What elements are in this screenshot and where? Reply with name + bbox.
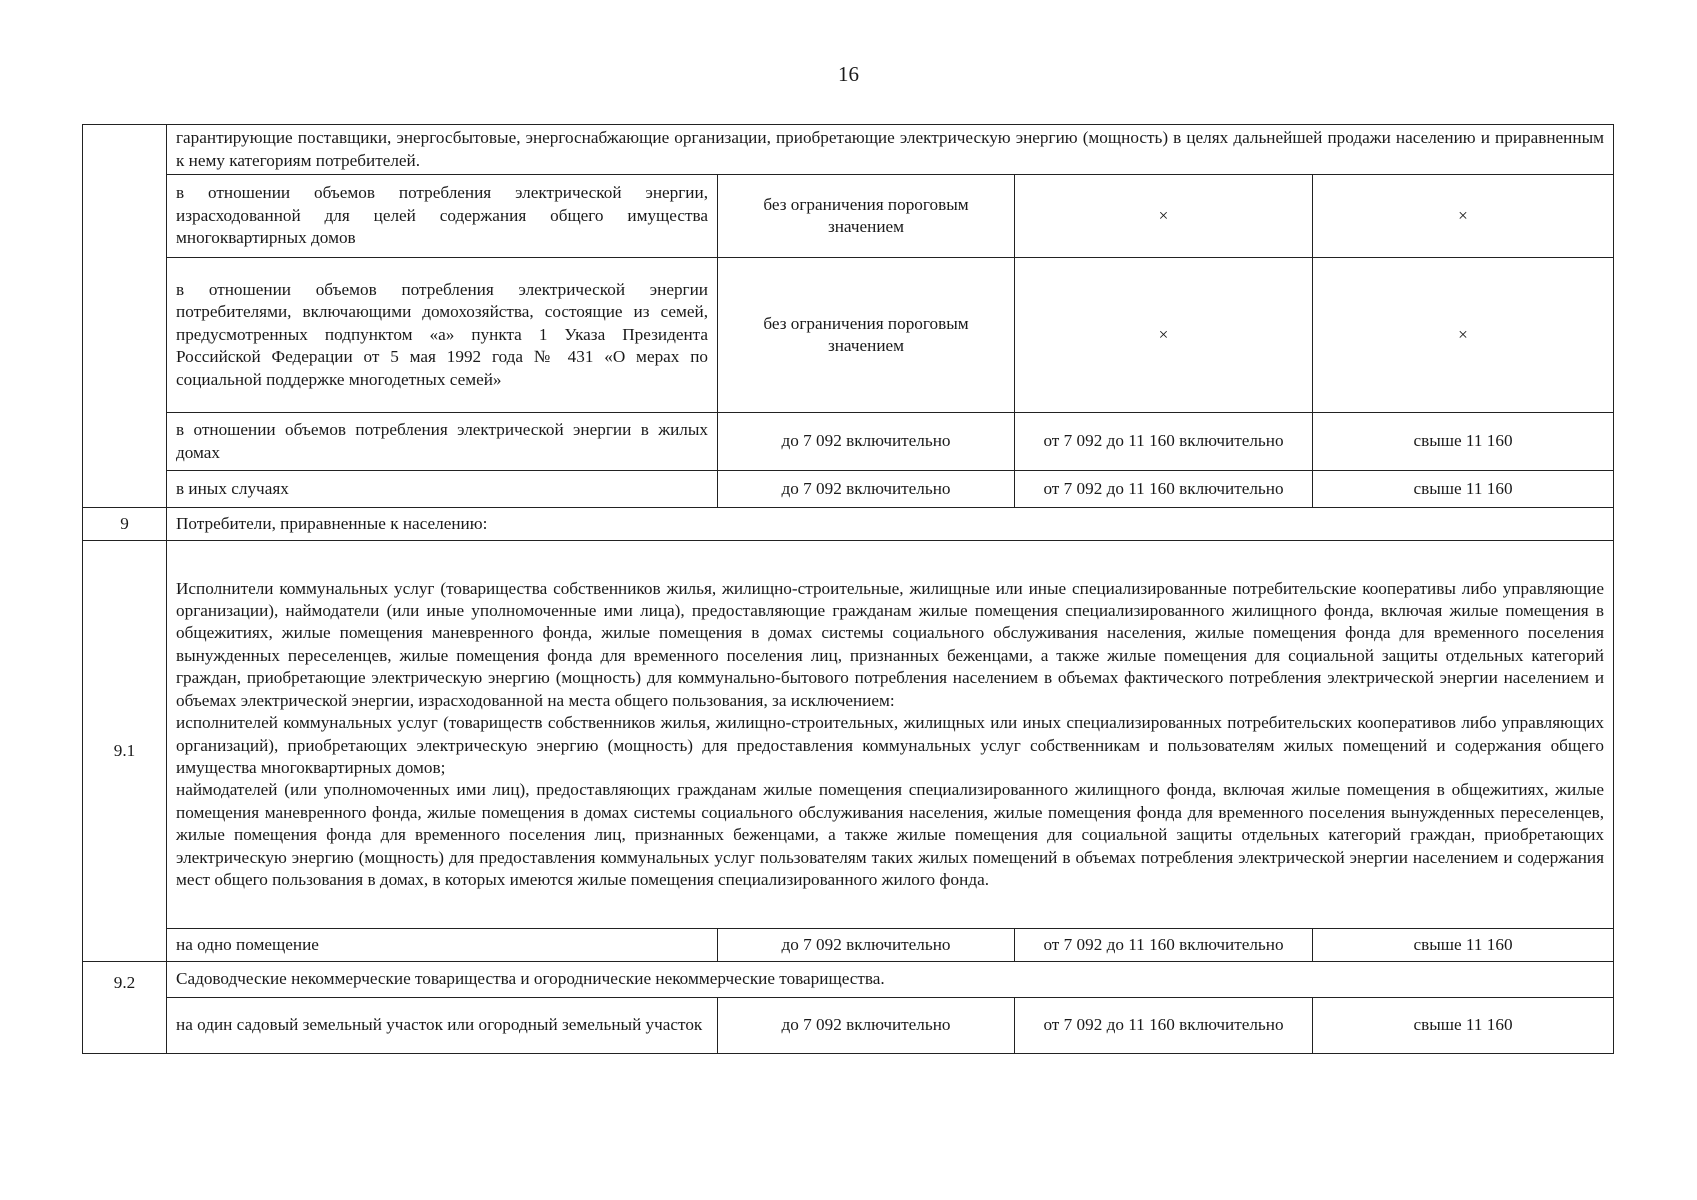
paragraph: наймодателей (или уполномоченных ими лиц), предоставляющих гражданам жилые помещения специализированного жилищного фонда, включая жилые помещения в общежитиях, жилые помещения маневренного фонда, жилые помещения в домах системы социального обслуживания населения, жилые помещения фонда для временного поселения вынужденных переселенцев, жилые помещения фонда для временного поселения лиц, признанных беженцами, а также жилые помещения для социальной защиты отдельных категорий граждан, приобретающих электрическую энергию (мощность) для предоставления коммунальных услуг пользователям таких жилых помещений в объемах потребления электрической энергии населением и содержания мест общего пользования в домах, в которых имеются жилые помещения специализированного жилого фонда. bbox=[176, 780, 1605, 889]
row-label: в отношении объемов потребления электрической энергии в жилых домах bbox=[167, 413, 718, 471]
row-text: Потребители, приравненные к населению: bbox=[167, 508, 1614, 541]
row-label: в отношении объемов потребления электрической энергии потребителями, включающими домохозяйства, состоящие из семей, предусмотренных подпунктом «а» пункта 1 Указа Президента Российской Федерации от 5 мая 1992 года № 431 «О мерах по социальной поддержке многодетных семей» bbox=[167, 258, 718, 413]
row-number: 9 bbox=[83, 508, 167, 541]
table-row bbox=[83, 175, 1614, 258]
table-row bbox=[83, 541, 1614, 929]
value-cell: × bbox=[1313, 258, 1614, 413]
row-label: в иных случаях bbox=[167, 471, 718, 508]
tariff-table bbox=[82, 124, 1614, 1054]
value-cell: свыше 11 160 bbox=[1313, 998, 1614, 1054]
row-number: 9.2 bbox=[83, 962, 167, 1054]
table-row bbox=[83, 929, 1614, 962]
row-description bbox=[167, 541, 1614, 929]
value-cell: от 7 092 до 11 160 включительно bbox=[1015, 998, 1313, 1054]
group-header: гарантирующие поставщики, энергосбытовые, энергоснабжающие организации, приобретающие электрическую энергию (мощность) в целях дальнейшей продажи населению и приравненным к нему категориям потребителей. bbox=[167, 125, 1614, 175]
row-label: на одно помещение bbox=[167, 929, 718, 962]
paragraph: исполнителей коммунальных услуг (товариществ собственников жилья, жилищно-строительных, жилищных или иных специализированных потребительских кооперативов либо управляющих организаций), приобретающих электрическую энергию (мощность) для предоставления коммунальных услуг собственникам и пользователям жилых помещений и содержания общего имущества многоквартирных домов; bbox=[176, 713, 1605, 777]
value-cell: свыше 11 160 bbox=[1313, 471, 1614, 508]
table-row bbox=[83, 962, 1614, 998]
value-cell: до 7 092 включительно bbox=[718, 929, 1015, 962]
table-row bbox=[83, 998, 1614, 1054]
value-cell: свыше 11 160 bbox=[1313, 929, 1614, 962]
value-cell: без ограничения пороговым значением bbox=[718, 258, 1015, 413]
paragraph: Исполнители коммунальных услуг (товарищества собственников жилья, жилищно-строительные, жилищные или иные специализированные потребительские кооперативы либо управляющие организации), наймодатели (или иные уполномоченные ими лица), предоставляющие гражданам жилые помещения специализированного жилищного фонда, включая жилые помещения в общежитиях, жилые помещения маневренного фонда, жилые помещения в домах системы социального обслуживания населения, жилые помещения фонда для временного поселения вынужденных переселенцев, жилые помещения фонда для временного поселения лиц, признанных беженцами, а также жилые помещения для социальной защиты отдельных категорий граждан, приобретающие электрическую энергию (мощность) для коммунально-бытового потребления населением в объемах фактического потребления электрической энергии населением и объемах электрической энергии, израсходованной на места общего пользования, за исключением: bbox=[176, 578, 1605, 710]
table-row bbox=[83, 471, 1614, 508]
row-number-cell bbox=[83, 125, 167, 508]
value-cell: от 7 092 до 11 160 включительно bbox=[1015, 929, 1313, 962]
value-cell: × bbox=[1015, 258, 1313, 413]
row-text: Садоводческие некоммерческие товарищества и огороднические некоммерческие товарищества. bbox=[167, 962, 1614, 998]
value-cell: до 7 092 включительно bbox=[718, 998, 1015, 1054]
row-label: в отношении объемов потребления электрической энергии, израсходованной для целей содержания общего имущества многоквартирных домов bbox=[167, 175, 718, 258]
row-number: 9.1 bbox=[83, 541, 167, 962]
table-row bbox=[83, 508, 1614, 541]
table-row bbox=[83, 125, 1614, 175]
page-number: 16 bbox=[838, 62, 859, 86]
row-label: на один садовый земельный участок или огородный земельный участок bbox=[167, 998, 718, 1054]
value-cell: × bbox=[1015, 175, 1313, 258]
value-cell: × bbox=[1313, 175, 1614, 258]
value-cell: без ограничения пороговым значением bbox=[718, 175, 1015, 258]
value-cell: от 7 092 до 11 160 включительно bbox=[1015, 413, 1313, 471]
value-cell: от 7 092 до 11 160 включительно bbox=[1015, 471, 1313, 508]
table-row bbox=[83, 413, 1614, 471]
table-row bbox=[83, 258, 1614, 413]
value-cell: до 7 092 включительно bbox=[718, 413, 1015, 471]
value-cell: до 7 092 включительно bbox=[718, 471, 1015, 508]
value-cell: свыше 11 160 bbox=[1313, 413, 1614, 471]
